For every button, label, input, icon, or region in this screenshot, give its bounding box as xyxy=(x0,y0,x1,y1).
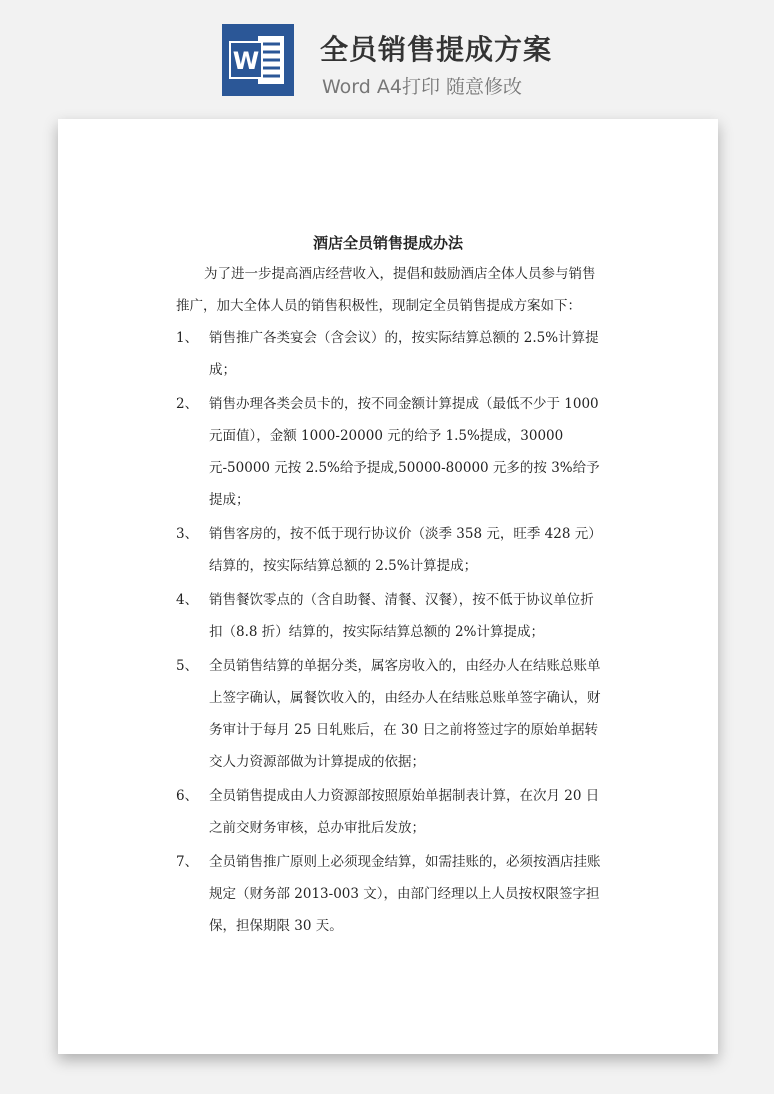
list-item xyxy=(176,780,606,844)
list-item xyxy=(176,322,606,386)
list-item xyxy=(176,518,606,582)
item-text: 全员销售提成由人力资源部按照原始单据制表计算，在次月 20 日之前交财务审核，总办审批后发放； xyxy=(209,788,600,836)
item-number: 2、 xyxy=(176,396,199,412)
header-banner xyxy=(0,0,774,116)
item-number: 4、 xyxy=(176,592,199,608)
item-list xyxy=(176,322,606,944)
banner-subtitle: Word A4打印 随意修改 xyxy=(322,76,523,98)
list-item xyxy=(176,388,606,516)
item-number: 5、 xyxy=(176,658,199,674)
item-text: 销售餐饮零点的（含自助餐、清餐、汉餐），按不低于协议单位折扣（8.8 折）结算的，按实际结算总额的 2%计算提成； xyxy=(209,592,594,640)
item-text: 销售客房的，按不低于现行协议价（淡季 358 元，旺季 428 元）结算的，按实际结算总额的 2.5%计算提成； xyxy=(209,526,602,574)
word-document-icon xyxy=(222,24,294,96)
item-text: 销售推广各类宴会（含会议）的，按实际结算总额的 2.5%计算提成； xyxy=(209,330,599,378)
item-number: 3、 xyxy=(176,526,199,542)
list-item xyxy=(176,650,606,778)
list-item xyxy=(176,584,606,648)
intro-paragraph: 为了进一步提高酒店经营收入，提倡和鼓励酒店全体人员参与销售推广，加大全体人员的销售积极性，现制定全员销售提成方案如下： xyxy=(176,266,596,314)
word-icon-letter: W xyxy=(232,47,260,75)
item-text: 全员销售推广原则上必须现金结算，如需挂账的，必须按酒店挂账规定（财务部 2013-003 文），由部门经理以上人员按权限签字担保，担保期限 30 天。 xyxy=(209,854,601,934)
document-title: 酒店全员销售提成办法 xyxy=(312,234,463,252)
banner-title: 全员销售提成方案 xyxy=(320,33,553,66)
item-number: 1、 xyxy=(176,330,199,346)
item-text: 销售办理各类会员卡的，按不同金额计算提成（最低不少于 1000 元面值），金额 1000-20000 元的给予 1.5%提成，30000 元-50000 元按 2.5%给予提成,50000-80000 元多的按 3%给予提成； xyxy=(209,396,600,508)
list-item xyxy=(176,846,606,942)
item-number: 6、 xyxy=(176,788,199,804)
document-page xyxy=(58,119,718,1054)
item-number: 7、 xyxy=(176,854,199,870)
item-text: 全员销售结算的单据分类，属客房收入的，由经办人在结账总账单上签字确认，属餐饮收入的，由经办人在结账总账单签字确认，财务审计于每月 25 日轧账后，在 30 日之前将签过字的原始单据转交人力资源部做为计算提成的依据； xyxy=(209,658,601,770)
